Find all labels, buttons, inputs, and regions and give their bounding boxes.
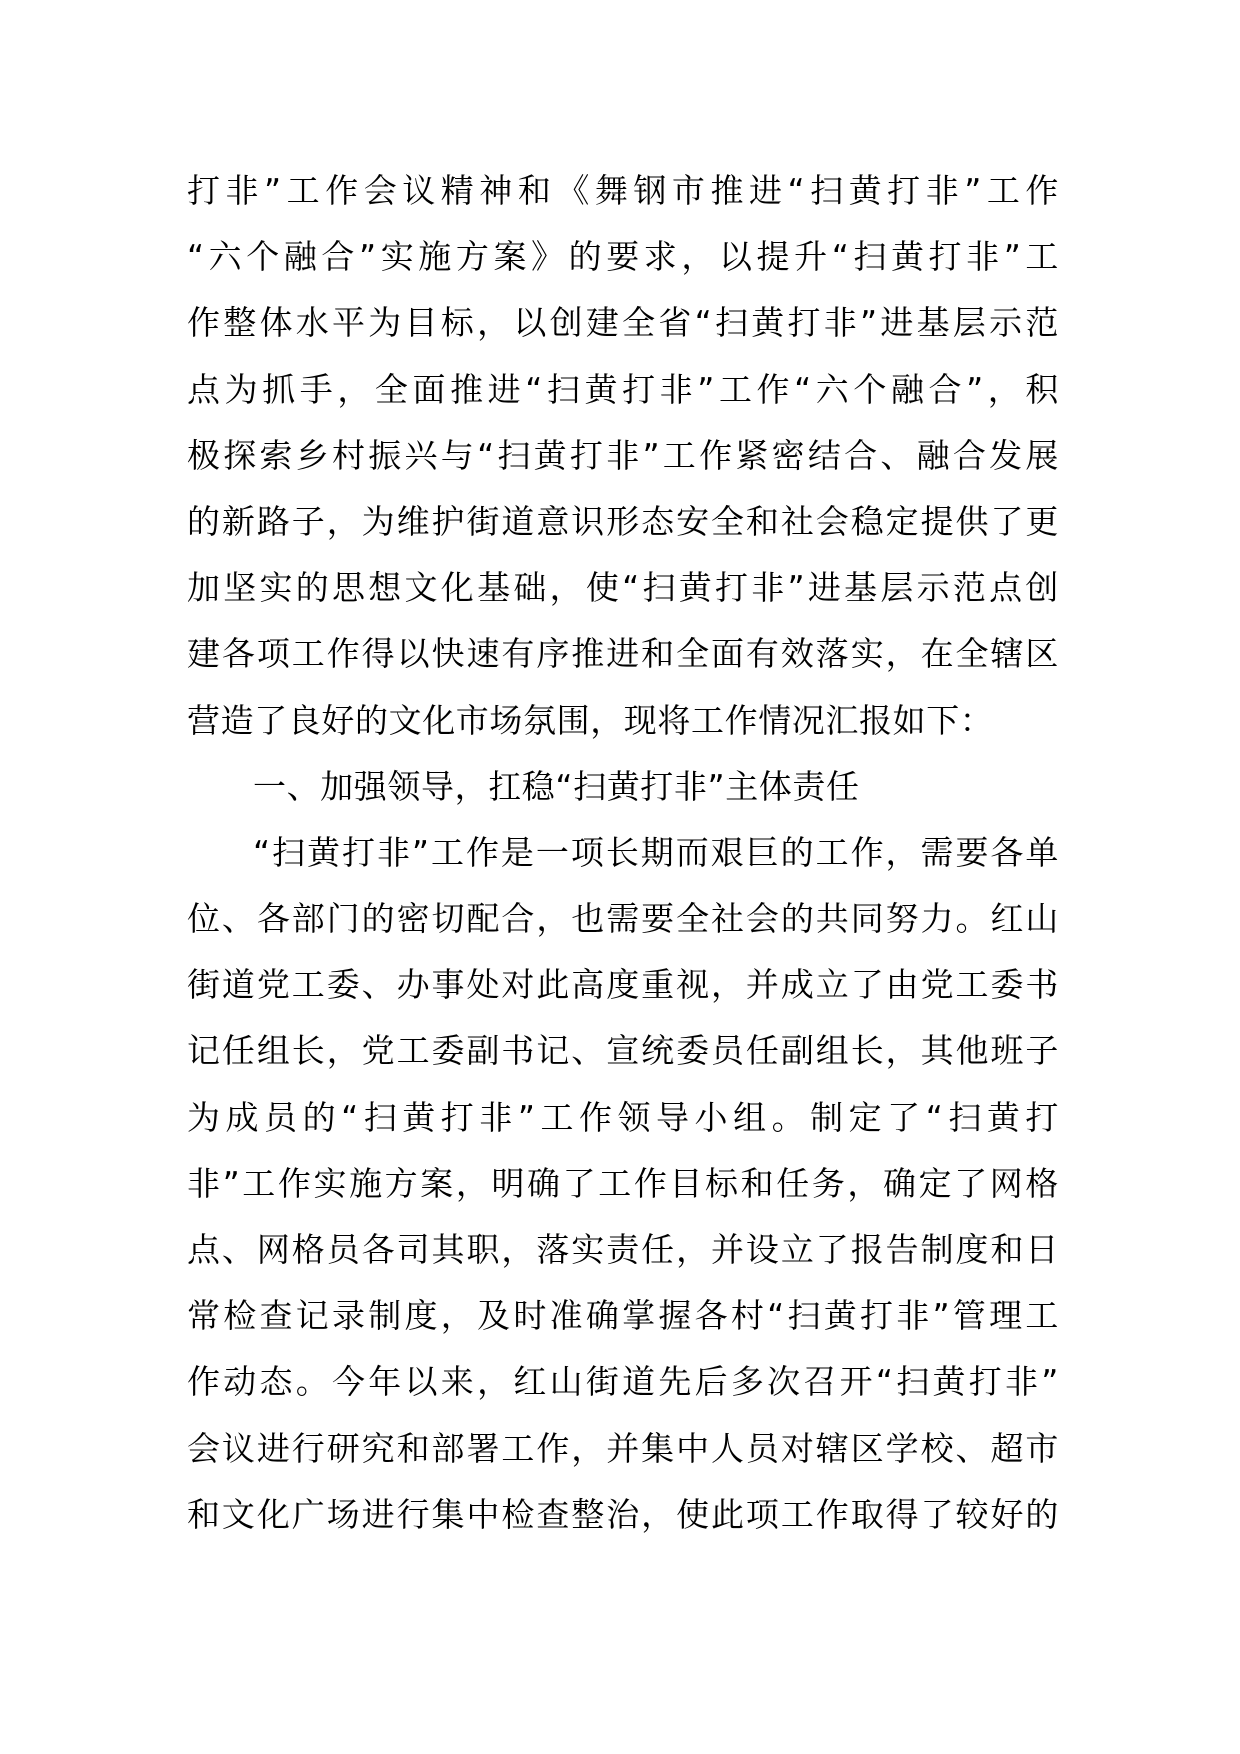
body-line: 常检查记录制度，及时准确掌握各村“扫黄打非”管理工 [187, 1296, 1059, 1336]
body-line: “六个融合”实施方案》的要求，以提升“扫黄打非”工 [187, 237, 1059, 277]
body-line: 打非”工作会议精神和《舞钢市推进“扫黄打非”工作 [187, 171, 1059, 210]
body-line: 极探索乡村振兴与“扫黄打非”工作紧密结合、融合发展 [187, 435, 1059, 475]
body-line: 会议进行研究和部署工作，并集中人员对辖区学校、超市 [187, 1428, 1059, 1468]
body-line: 为成员的“扫黄打非”工作领导小组。制定了“扫黄打 [187, 1097, 1059, 1137]
document-body [187, 158, 1059, 1548]
body-line: 点为抓手，全面推进“扫黄打非”工作“六个融合”，积 [187, 369, 1059, 409]
body-line: 的新路子，为维护街道意识形态安全和社会稳定提供了更 [187, 501, 1059, 541]
body-line: 非”工作实施方案，明确了工作目标和任务，确定了网格 [187, 1163, 1059, 1203]
body-line: 作动态。今年以来，红山街道先后多次召开“扫黄打非” [187, 1362, 1059, 1402]
section-heading: 一、加强领导，扛稳“扫黄打非”主体责任 [253, 766, 860, 806]
body-line: 作整体水平为目标，以创建全省“扫黄打非”进基层示范 [187, 303, 1059, 343]
body-line: 加坚实的思想文化基础，使“扫黄打非”进基层示范点创 [187, 568, 1059, 608]
body-line: 建各项工作得以快速有序推进和全面有效落实，在全辖区 [187, 634, 1059, 674]
body-line: 街道党工委、办事处对此高度重视，并成立了由党工委书 [187, 965, 1059, 1005]
body-line: 营造了良好的文化市场氛围，现将工作情况汇报如下： [187, 700, 994, 740]
body-line: 点、网格员各司其职，落实责任，并设立了报告制度和日 [187, 1230, 1059, 1269]
body-line: 位、各部门的密切配合，也需要全社会的共同努力。红山 [187, 899, 1059, 939]
paragraph-first-line: “扫黄打非”工作是一项长期而艰巨的工作，需要各单 [253, 832, 1059, 872]
body-line: 和文化广场进行集中检查整治，使此项工作取得了较好的 [187, 1494, 1059, 1534]
body-line: 记任组长，党工委副书记、宣统委员任副组长，其他班子 [187, 1031, 1059, 1071]
